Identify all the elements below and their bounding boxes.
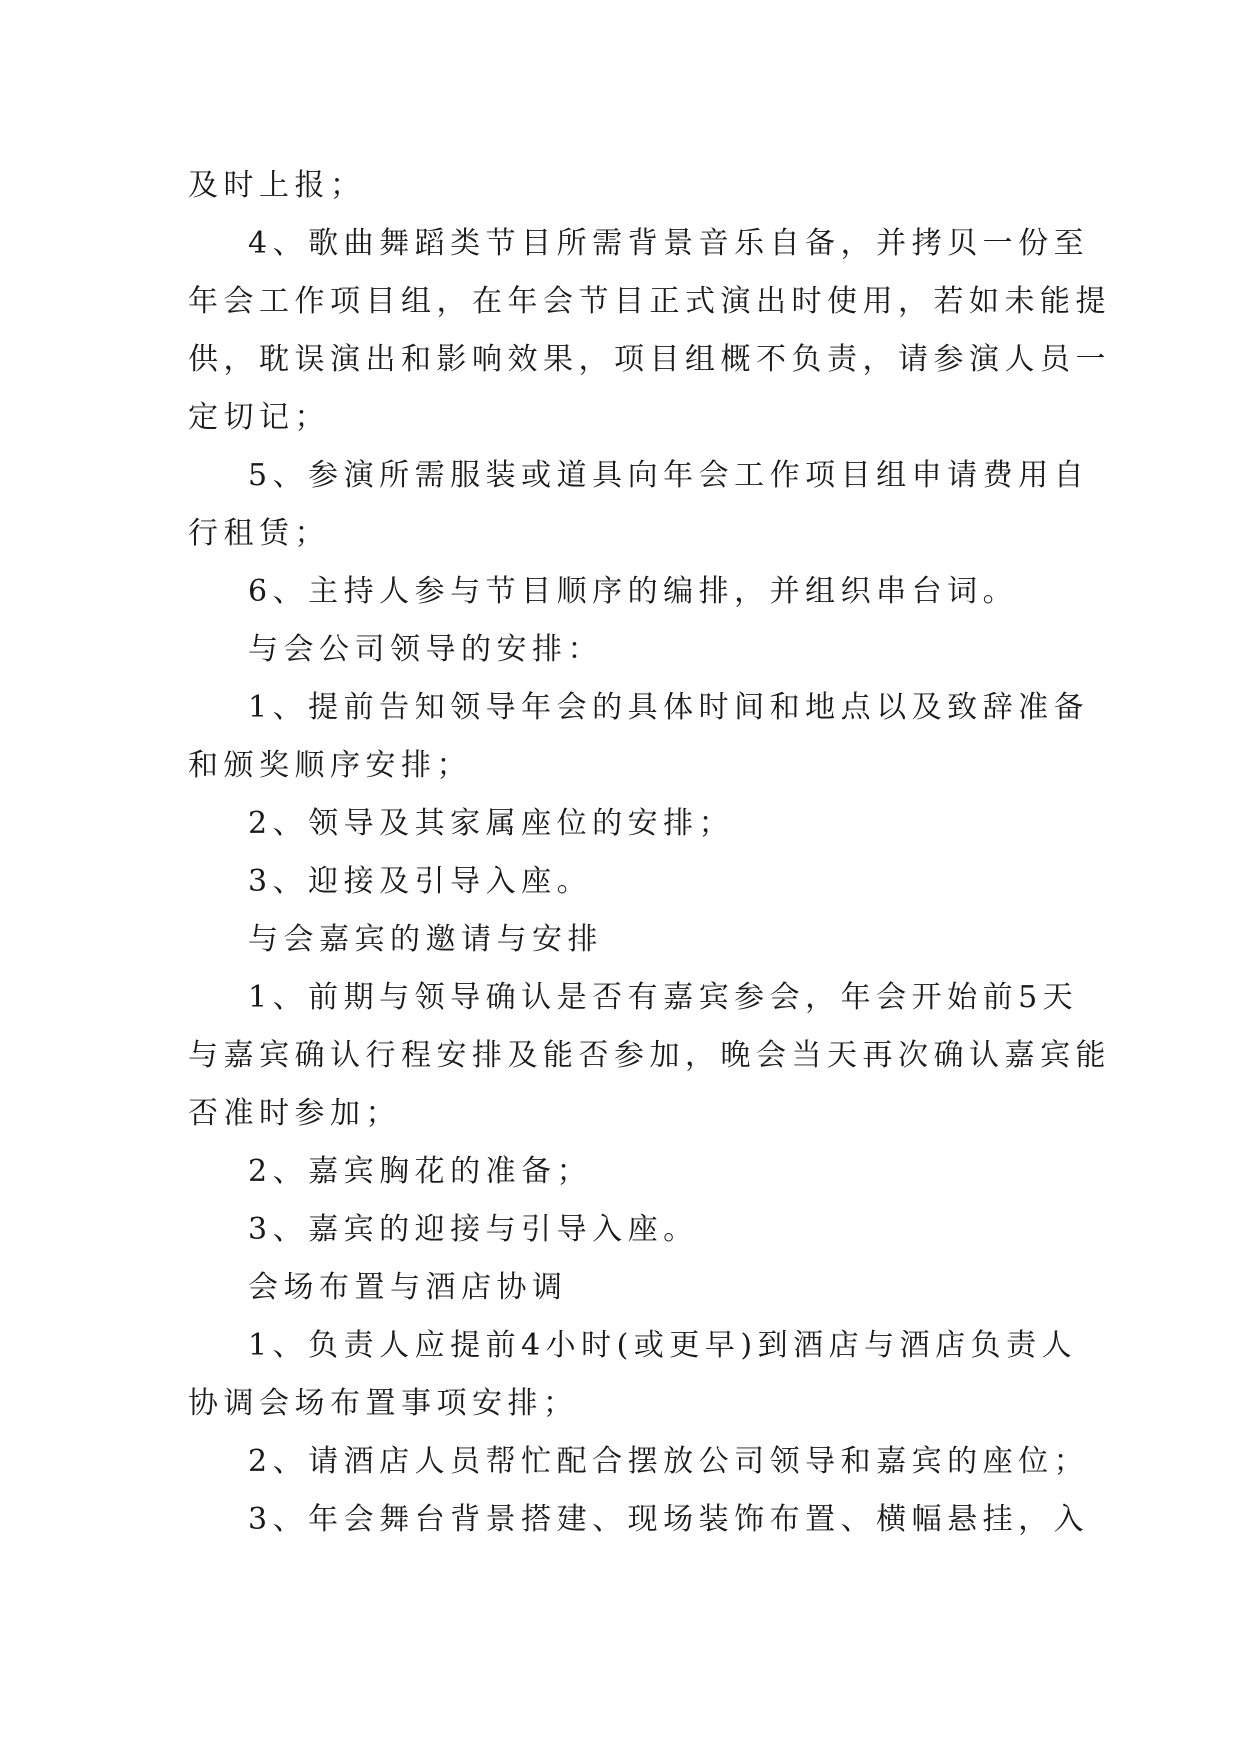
text-line: 协调会场布置事项安排； — [188, 1386, 579, 1421]
text-line: 3、嘉宾的迎接与引导入座。 — [248, 1212, 699, 1247]
text-line: 行租赁； — [188, 516, 330, 551]
text-line: 供，耽误演出和影响效果，项目组概不负责，请参演人员一 — [188, 342, 1111, 377]
text-line: 2、嘉宾胸花的准备； — [248, 1154, 593, 1189]
text-line: 定切记； — [188, 400, 330, 435]
text-line: 4、歌曲舞蹈类节目所需背景音乐自备，并拷贝一份至 — [248, 226, 1090, 261]
text-line: 1、前期与领导确认是否有嘉宾参会，年会开始前5天 — [248, 980, 1079, 1015]
text-line: 年会工作项目组，在年会节目正式演出时使用，若如未能提 — [188, 284, 1111, 319]
section-heading: 与会公司领导的安排： — [248, 632, 603, 667]
text-line: 及时上报； — [188, 168, 366, 203]
text-line: 否准时参加； — [188, 1096, 401, 1131]
text-line: 3、年会舞台背景搭建、现场装饰布置、横幅悬挂，入 — [248, 1502, 1090, 1537]
text-line: 1、负责人应提前4小时(或更早)到酒店与酒店负责人 — [248, 1328, 1078, 1363]
section-heading: 与会嘉宾的邀请与安排 — [248, 922, 603, 957]
text-line: 3、迎接及引导入座。 — [248, 864, 593, 899]
text-line: 和颁奖顺序安排； — [188, 748, 472, 783]
document-body — [188, 157, 1111, 1549]
text-line: 2、请酒店人员帮忙配合摆放公司领导和嘉宾的座位； — [248, 1444, 1090, 1479]
text-line: 1、提前告知领导年会的具体时间和地点以及致辞准备 — [248, 690, 1090, 725]
text-line: 5、参演所需服装或道具向年会工作项目组申请费用自 — [248, 458, 1090, 493]
text-line: 2、领导及其家属座位的安排； — [248, 806, 735, 841]
text-line: 与嘉宾确认行程安排及能否参加，晚会当天再次确认嘉宾能 — [188, 1038, 1111, 1073]
text-line: 6、主持人参与节目顺序的编排，并组织串台词。 — [248, 574, 1019, 609]
section-heading: 会场布置与酒店协调 — [248, 1270, 568, 1305]
